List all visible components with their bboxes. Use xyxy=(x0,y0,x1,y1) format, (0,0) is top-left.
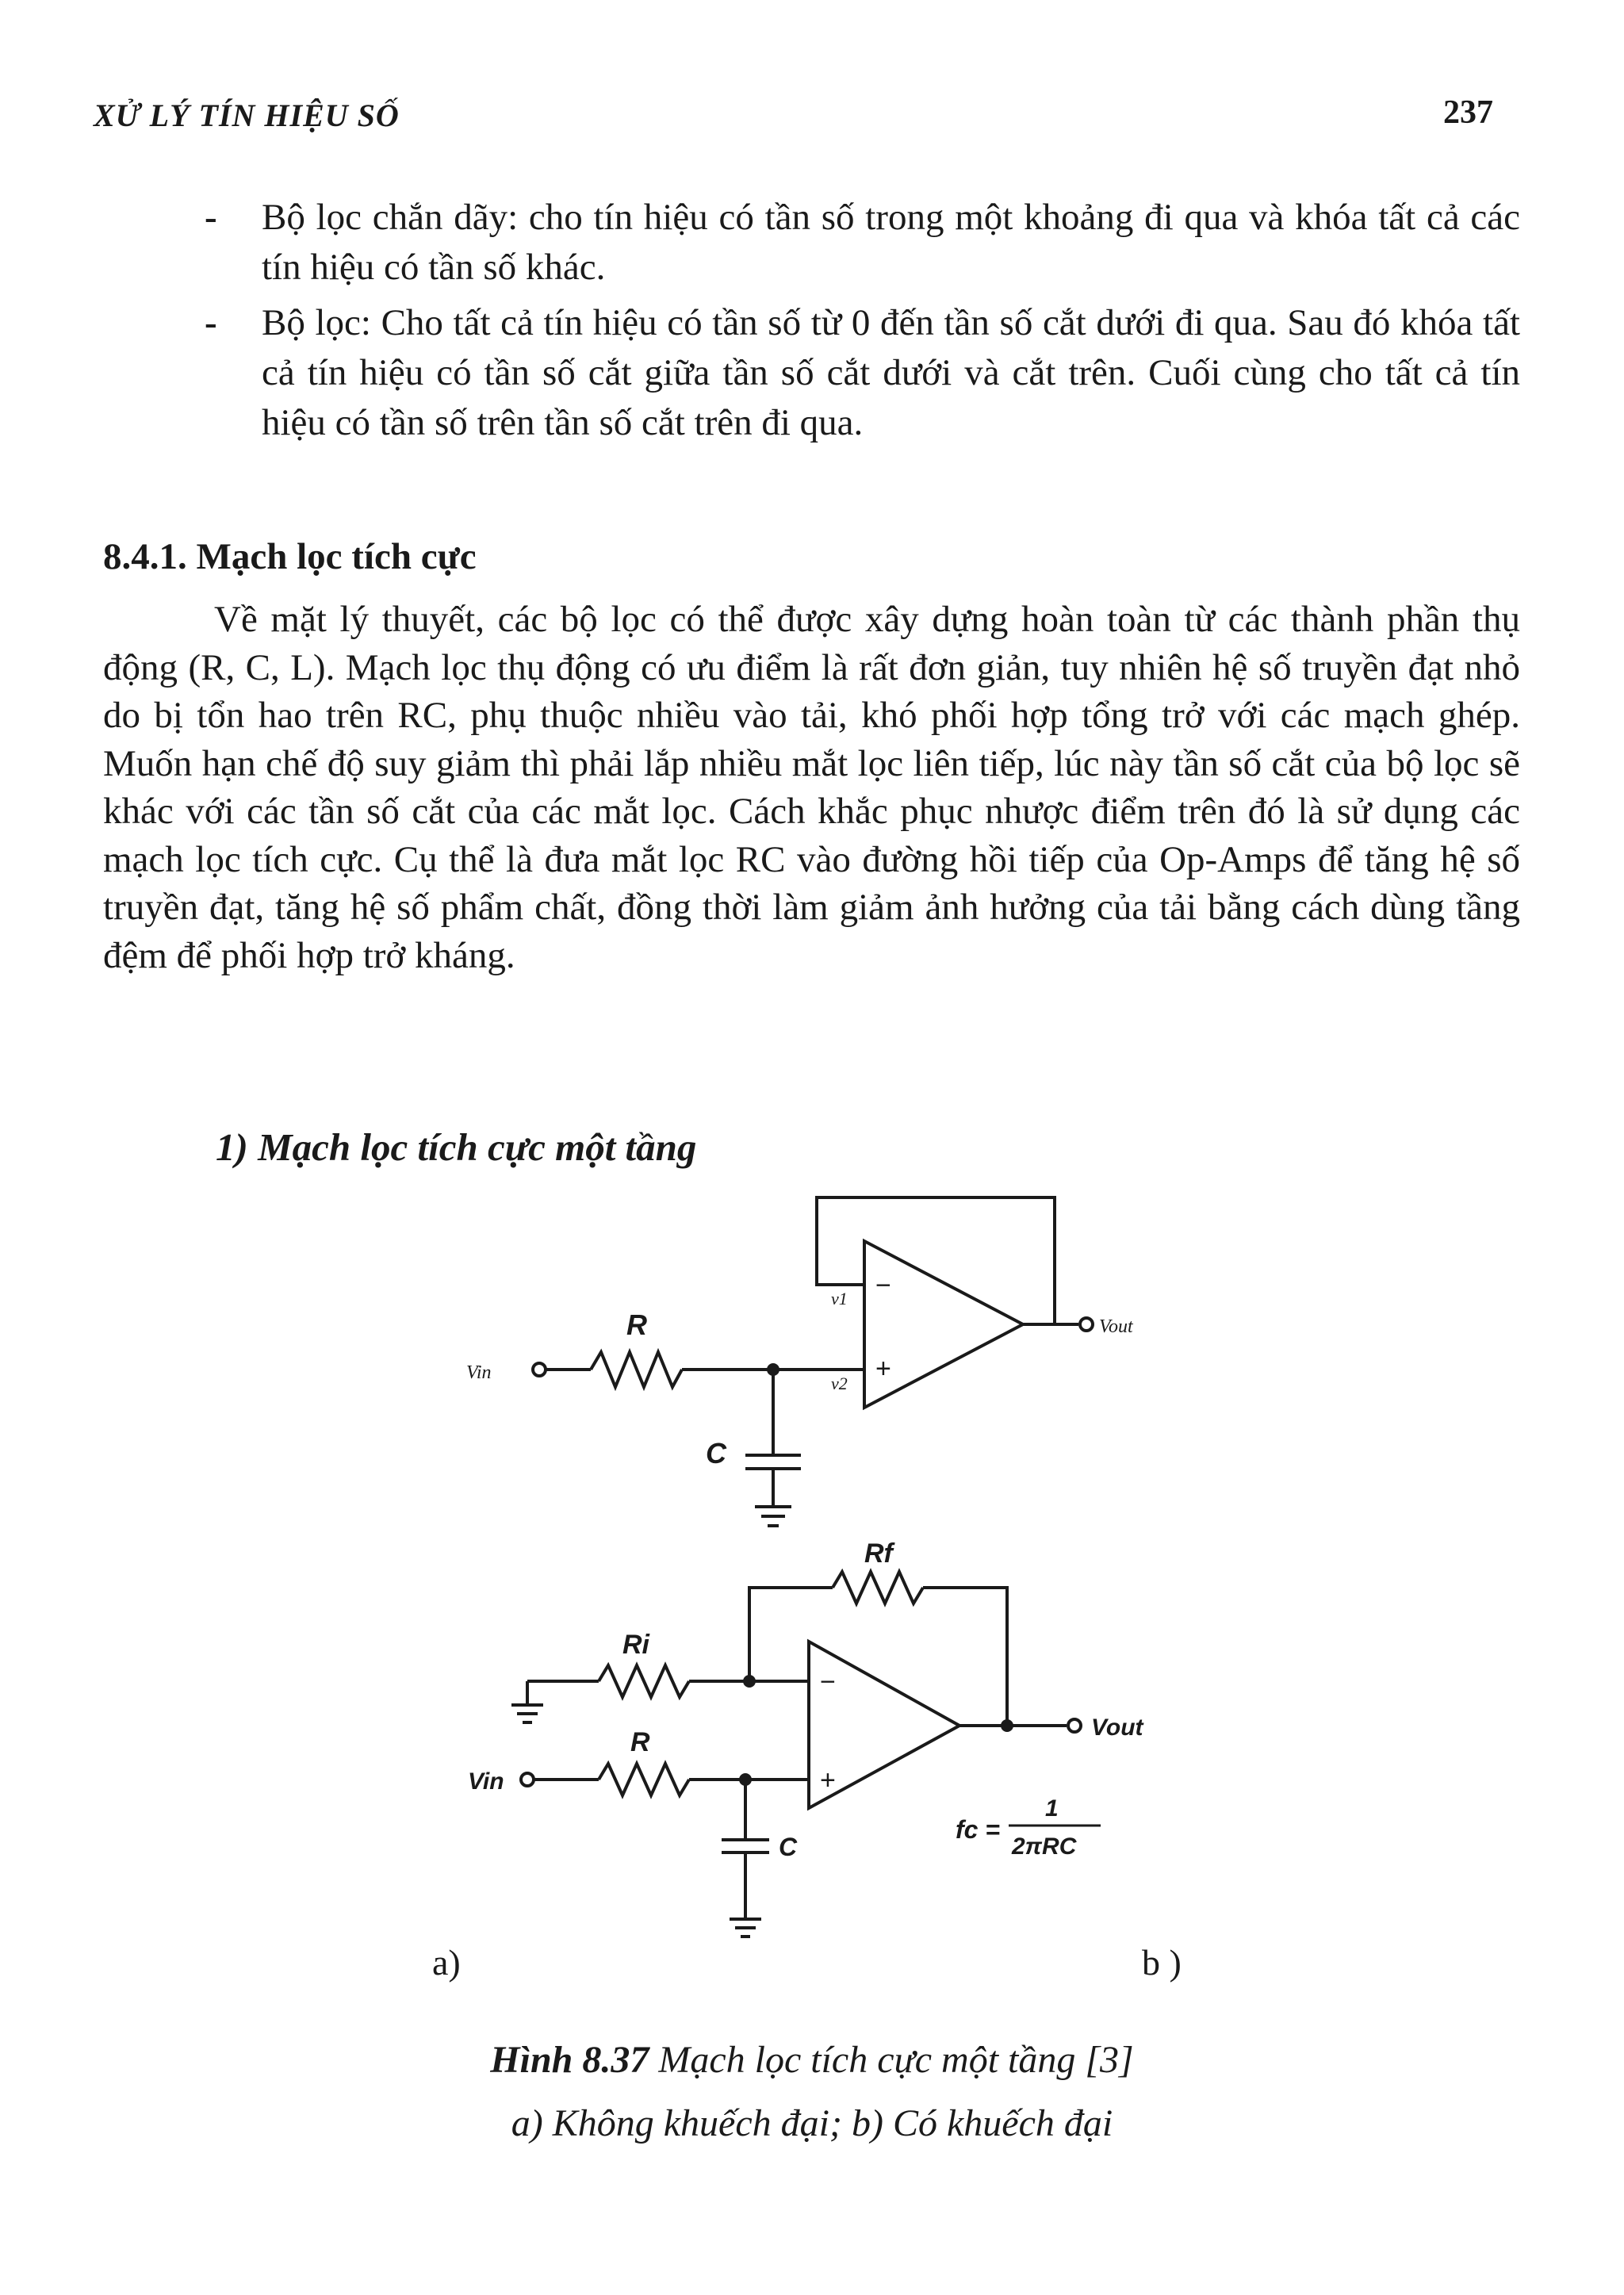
resistor-ri-b xyxy=(599,1665,689,1697)
label-vout-b: Vout xyxy=(1091,1715,1143,1741)
formula-fc-numerator: 1 xyxy=(1045,1795,1059,1822)
label-rf-b: Rf xyxy=(864,1538,893,1569)
ground-a xyxy=(755,1507,791,1526)
capacitor-c-b xyxy=(722,1840,769,1852)
subsection-heading: 1) Mạch lọc tích cực một tầng xyxy=(216,1125,697,1169)
label-vin-a: Vin xyxy=(466,1362,492,1383)
label-v1-a: v1 xyxy=(831,1289,848,1308)
figure-number: Hình 8.37 xyxy=(490,2039,649,2081)
figure-title: Mạch lọc tích cực một tầng [3] xyxy=(658,2039,1134,2081)
ground-c-b xyxy=(730,1919,761,1937)
label-vin-b: Vin xyxy=(468,1768,504,1795)
resistor-r-a xyxy=(591,1352,682,1387)
bullet-item-2: Bộ lọc: Cho tất cả tín hiệu có tần số từ 0 đến tần số cắt dưới đi qua. Sau đó khóa tất cả tín hiệu có tần số cắt giữa tần số cắt dưới và cắt trên. Cuối cùng cho tất cả tín hiệu có tần số trên tần số cắt trên đi qua. xyxy=(262,302,1520,443)
label-plus-b: + xyxy=(820,1765,836,1795)
running-head: XỬ LÝ TÍN HIỆU SỐ xyxy=(94,98,400,133)
formula-fc-denominator: 2πRC xyxy=(1012,1833,1077,1860)
vout-terminal-b xyxy=(1068,1719,1081,1732)
resistor-rf-b xyxy=(833,1572,923,1603)
label-minus-b: − xyxy=(820,1667,836,1697)
label-v2-a: v2 xyxy=(831,1374,848,1393)
circuit-b xyxy=(511,1572,1081,1937)
label-c-a: C xyxy=(706,1437,726,1469)
circuit-a xyxy=(533,1197,1093,1526)
page-number: 237 xyxy=(1443,94,1493,131)
figure-caption-title xyxy=(0,2038,1624,2082)
resistor-r-b xyxy=(599,1764,689,1795)
vin-terminal-a xyxy=(533,1363,546,1376)
bullet-mark-2: - xyxy=(205,302,217,343)
panel-label-b: b ) xyxy=(1142,1942,1182,1983)
body-paragraph: Về mặt lý thuyết, các bộ lọc có thể được xây dựng hoàn toàn từ các thành phần thụ động (R, C, L). Mạch lọc thụ động có ưu điểm là rất đơn giản, tuy nhiên hệ số truyền đạt nhỏ do bị tổn hao trên RC, phụ thuộc nhiều vào tải, khó phối hợp tổng trở với các mạch ghép. Muốn hạn chế độ suy giảm thì phải lắp nhiều mắt lọc liên tiếp, lúc này tần số cắt của bộ lọc sẽ khác với các tần số cắt của các mắt lọc. Cách khắc phục nhược điểm trên đó là sử dụng các mạch lọc tích cực. Cụ thể là đưa mắt lọc RC vào đường hồi tiếp của Op-Amps để tăng hệ số truyền đạt, tăng hệ số phẩm chất, đồng thời làm giảm ảnh hưởng của tải bằng cách dùng tầng đệm để phối hợp trở kháng. xyxy=(103,599,1520,976)
label-c-b: C xyxy=(779,1833,798,1861)
label-ri-b: Ri xyxy=(622,1630,649,1660)
panel-label-a: a) xyxy=(432,1942,461,1983)
label-vout-a: Vout xyxy=(1099,1316,1133,1337)
label-minus-a: − xyxy=(875,1270,891,1301)
label-r-b: R xyxy=(630,1727,650,1757)
label-r-a: R xyxy=(626,1308,647,1341)
vout-terminal-a xyxy=(1080,1318,1093,1331)
section-heading: 8.4.1. Mạch lọc tích cực xyxy=(103,536,477,577)
formula-fc-lhs: fc = xyxy=(956,1815,1001,1844)
vin-terminal-b xyxy=(521,1773,534,1786)
bullet-item-1: Bộ lọc chắn dãy: cho tín hiệu có tần số trong một khoảng đi qua và khóa tất cả các tín hiệu có tần số khác. xyxy=(262,197,1520,288)
ground-ri-b xyxy=(511,1705,543,1722)
figure-caption-sub: a) Không khuếch đại; b) Có khuếch đại xyxy=(511,2102,1113,2144)
bullet-mark-1: - xyxy=(205,197,217,238)
capacitor-c-a xyxy=(745,1455,801,1469)
label-plus-a: + xyxy=(875,1354,891,1384)
